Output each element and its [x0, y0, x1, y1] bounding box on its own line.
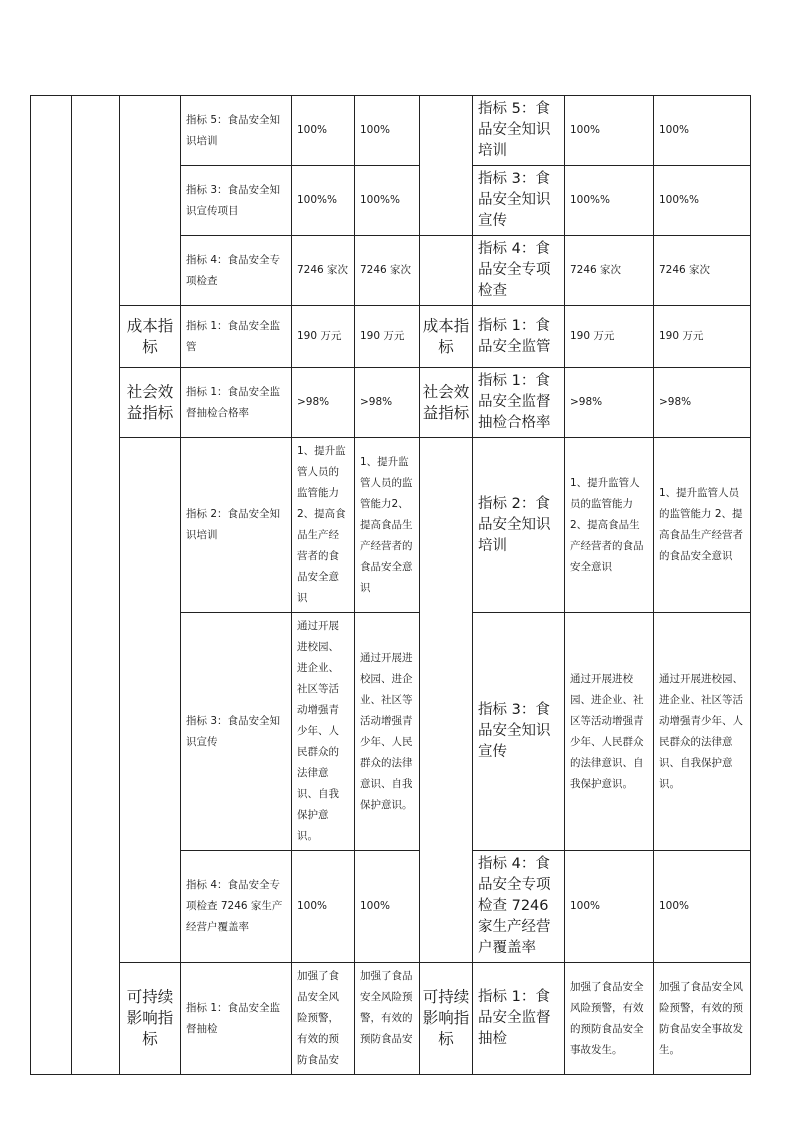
- left-target-cell: 1、提升监管人员的监管能力2、提高食品生产经营者的食品安全意识: [292, 438, 355, 613]
- left-target-cell: 通过开展进校园、进企业、社区等活动增强青少年、人民群众的法律意识、自我保护意识。: [292, 613, 355, 851]
- right-target-cell: 100%: [565, 96, 654, 166]
- right-target-cell: 100%%: [565, 166, 654, 236]
- right-indicator-cell: 指标 3：食品安全知识宣传: [473, 613, 565, 851]
- left-indicator-cell: 指标 5：食品安全知识培训: [181, 96, 292, 166]
- right-target-cell: 通过开展进校园、进企业、社区等活动增强青少年、人民群众的法律意识、自我保护意识。: [565, 613, 654, 851]
- left-target-cell: 190 万元: [292, 306, 355, 368]
- right-actual-cell: >98%: [654, 368, 751, 438]
- right-category-blank-cell: [420, 96, 473, 236]
- left-indicator-cell: 指标 3：食品安全知识宣传项目: [181, 166, 292, 236]
- right-actual-cell: 190 万元: [654, 306, 751, 368]
- right-indicator-cell: 指标 2：食品安全知识培训: [473, 438, 565, 613]
- left-actual-cell: 7246 家次: [355, 236, 420, 306]
- level1-blank-cell: [72, 96, 120, 1075]
- left-actual-cell: 100%: [355, 96, 420, 166]
- right-category-sustainable-impact: 可持续影响指标: [420, 963, 473, 1075]
- right-category-blank-cell: [420, 613, 473, 851]
- left-actual-cell: >98%: [355, 368, 420, 438]
- right-target-cell: 190 万元: [565, 306, 654, 368]
- category-blank-cell: [120, 613, 181, 851]
- category-social-benefit: 社会效益指标: [120, 368, 181, 438]
- left-target-cell: >98%: [292, 368, 355, 438]
- right-actual-cell: 100%: [654, 96, 751, 166]
- table-row: [31, 851, 751, 963]
- right-category-blank-cell: [420, 236, 473, 306]
- left-indicator-cell: 指标 1：食品安全监督抽检: [181, 963, 292, 1075]
- right-category-social-benefit: 社会效益指标: [420, 368, 473, 438]
- left-target-cell: 7246 家次: [292, 236, 355, 306]
- right-actual-cell: 100%: [654, 851, 751, 963]
- table-row: [31, 306, 751, 368]
- performance-indicator-table: [30, 95, 751, 1075]
- right-category-blank-cell: [420, 851, 473, 963]
- left-target-cell: 100%: [292, 96, 355, 166]
- right-target-cell: 1、提升监管人员的监管能力2、提高食品生产经营者的食品安全意识: [565, 438, 654, 613]
- category-blank-cell: [120, 438, 181, 613]
- table-row: [31, 438, 751, 613]
- right-indicator-cell: 指标 1：食品安全监督抽检: [473, 963, 565, 1075]
- left-indicator-cell: 指标 4：食品安全专项检查 7246 家生产经营户覆盖率: [181, 851, 292, 963]
- table-row: [31, 613, 751, 851]
- right-indicator-cell: 指标 4：食品安全专项检查: [473, 236, 565, 306]
- right-indicator-cell: 指标 3：食品安全知识宣传: [473, 166, 565, 236]
- right-indicator-cell: 指标 1：食品安全监管: [473, 306, 565, 368]
- category-blank-cell: [120, 96, 181, 306]
- right-actual-cell: 通过开展进校园、进企业、社区等活动增强青少年、人民群众的法律意识、自我保护意识。: [654, 613, 751, 851]
- left-indicator-cell: 指标 1：食品安全监督抽检合格率: [181, 368, 292, 438]
- right-indicator-cell: 指标 1：食品安全监督抽检合格率: [473, 368, 565, 438]
- category-blank-cell: [120, 851, 181, 963]
- left-actual-cell: 通过开展进校园、进企业、社区等活动增强青少年、人民群众的法律意识、自我保护意识。: [355, 613, 420, 851]
- right-actual-cell: 100%%: [654, 166, 751, 236]
- right-indicator-cell: 指标 5：食品安全知识培训: [473, 96, 565, 166]
- left-actual-cell: 100%: [355, 851, 420, 963]
- right-actual-cell: 加强了食品安全风险预警，有效的预防食品安全事故发生。: [654, 963, 751, 1075]
- left-actual-cell: 190 万元: [355, 306, 420, 368]
- left-actual-cell: 加强了食品安全风险预警，有效的预防食品安: [355, 963, 420, 1075]
- right-target-cell: >98%: [565, 368, 654, 438]
- left-indicator-cell: 指标 3：食品安全知识宣传: [181, 613, 292, 851]
- category-cost: 成本指标: [120, 306, 181, 368]
- right-actual-cell: 7246 家次: [654, 236, 751, 306]
- right-category-cost: 成本指标: [420, 306, 473, 368]
- left-indicator-cell: 指标 1：食品安全监管: [181, 306, 292, 368]
- left-actual-cell: 1、提升监管人员的监管能力2、提高食品生产经营者的食品安全意识: [355, 438, 420, 613]
- right-target-cell: 7246 家次: [565, 236, 654, 306]
- left-indicator-cell: 指标 2：食品安全知识培训: [181, 438, 292, 613]
- left-target-cell: 100%%: [292, 166, 355, 236]
- right-target-cell: 100%: [565, 851, 654, 963]
- right-target-cell: 加强了食品安全风险预警，有效的预防食品安全事故发生。: [565, 963, 654, 1075]
- right-actual-cell: 1、提升监管人员的监管能力 2、提高食品生产经营者的食品安全意识: [654, 438, 751, 613]
- right-category-blank-cell: [420, 438, 473, 613]
- left-actual-cell: 100%%: [355, 166, 420, 236]
- left-target-cell: 100%: [292, 851, 355, 963]
- outer-blank-cell: [31, 96, 72, 1075]
- left-indicator-cell: 指标 4：食品安全专项检查: [181, 236, 292, 306]
- left-target-cell: 加强了食品安全风险预警，有效的预防食品安: [292, 963, 355, 1075]
- right-indicator-cell: 指标 4：食品安全专项检查 7246 家生产经营户覆盖率: [473, 851, 565, 963]
- category-sustainable-impact: 可持续影响指标: [120, 963, 181, 1075]
- table-row: [31, 963, 751, 1075]
- table-row: [31, 96, 751, 166]
- table-row: [31, 368, 751, 438]
